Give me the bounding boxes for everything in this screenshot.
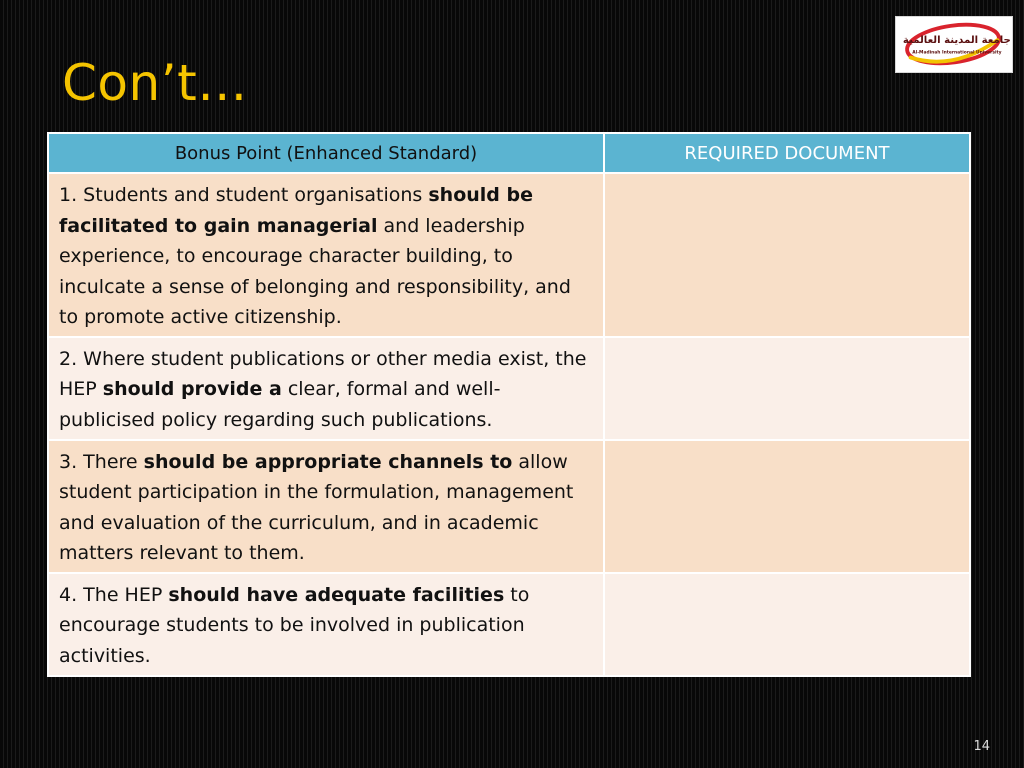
- criterion-text-end: and leadership experience, to encourage character building, to inculcate a sense of belonging and responsibility, and to promote active citizenship.: [59, 214, 571, 328]
- criterion-text: Students and student organisations: [77, 184, 429, 206]
- criterion-number: 4.: [59, 583, 78, 606]
- criterion-number: 2.: [59, 347, 78, 370]
- table-row: [48, 173, 970, 337]
- criteria-table: [47, 132, 971, 677]
- table-header-row: [48, 133, 970, 173]
- criterion-text: There: [77, 450, 144, 473]
- table-row: [48, 573, 970, 676]
- criterion-bold-text: should provide a: [102, 378, 282, 400]
- criterion-text: The HEP: [77, 583, 169, 606]
- criterion-cell: [48, 440, 604, 573]
- header-bonus-point: Bonus Point (Enhanced Standard): [48, 133, 604, 173]
- page-number: 14: [973, 739, 990, 754]
- header-required-document: REQUIRED DOCUMENT: [604, 133, 970, 173]
- required-document-cell[interactable]: [604, 173, 970, 337]
- criterion-bold-text: should be facilitated to gain managerial: [59, 184, 534, 237]
- logo-arabic-text: جامعة المدينة العالمية: [902, 35, 1011, 47]
- university-logo-icon: [895, 16, 1013, 73]
- university-logo-graphic: [896, 17, 1012, 72]
- table-row: [48, 440, 970, 573]
- table-row: [48, 337, 970, 440]
- criterion-number: 1.: [59, 184, 78, 206]
- criterion-text-end: allow student participation in the formulation, management and evaluation of the curriculum, and in academic matters relevant to them.: [59, 450, 574, 564]
- criterion-bold-text: should have adequate facilities: [168, 583, 505, 606]
- criterion-text-end: clear, formal and well-publicised policy regarding such publications.: [59, 378, 501, 431]
- required-document-cell[interactable]: [604, 337, 970, 440]
- required-document-cell[interactable]: [604, 573, 970, 676]
- logo-english-text: Al-Madinah International University: [912, 50, 1002, 56]
- criterion-cell: [48, 173, 604, 337]
- slide-title: Con’t…: [62, 54, 248, 112]
- criterion-bold-text: should be appropriate channels to: [143, 450, 513, 473]
- criterion-text: Where student publications or other media exist, the HEP: [59, 347, 587, 400]
- criterion-cell: [48, 573, 604, 676]
- criterion-number: 3.: [59, 450, 78, 473]
- criterion-cell: [48, 337, 604, 440]
- required-document-cell[interactable]: [604, 440, 970, 573]
- criterion-text-end: to encourage students to be involved in publication activities.: [59, 583, 530, 667]
